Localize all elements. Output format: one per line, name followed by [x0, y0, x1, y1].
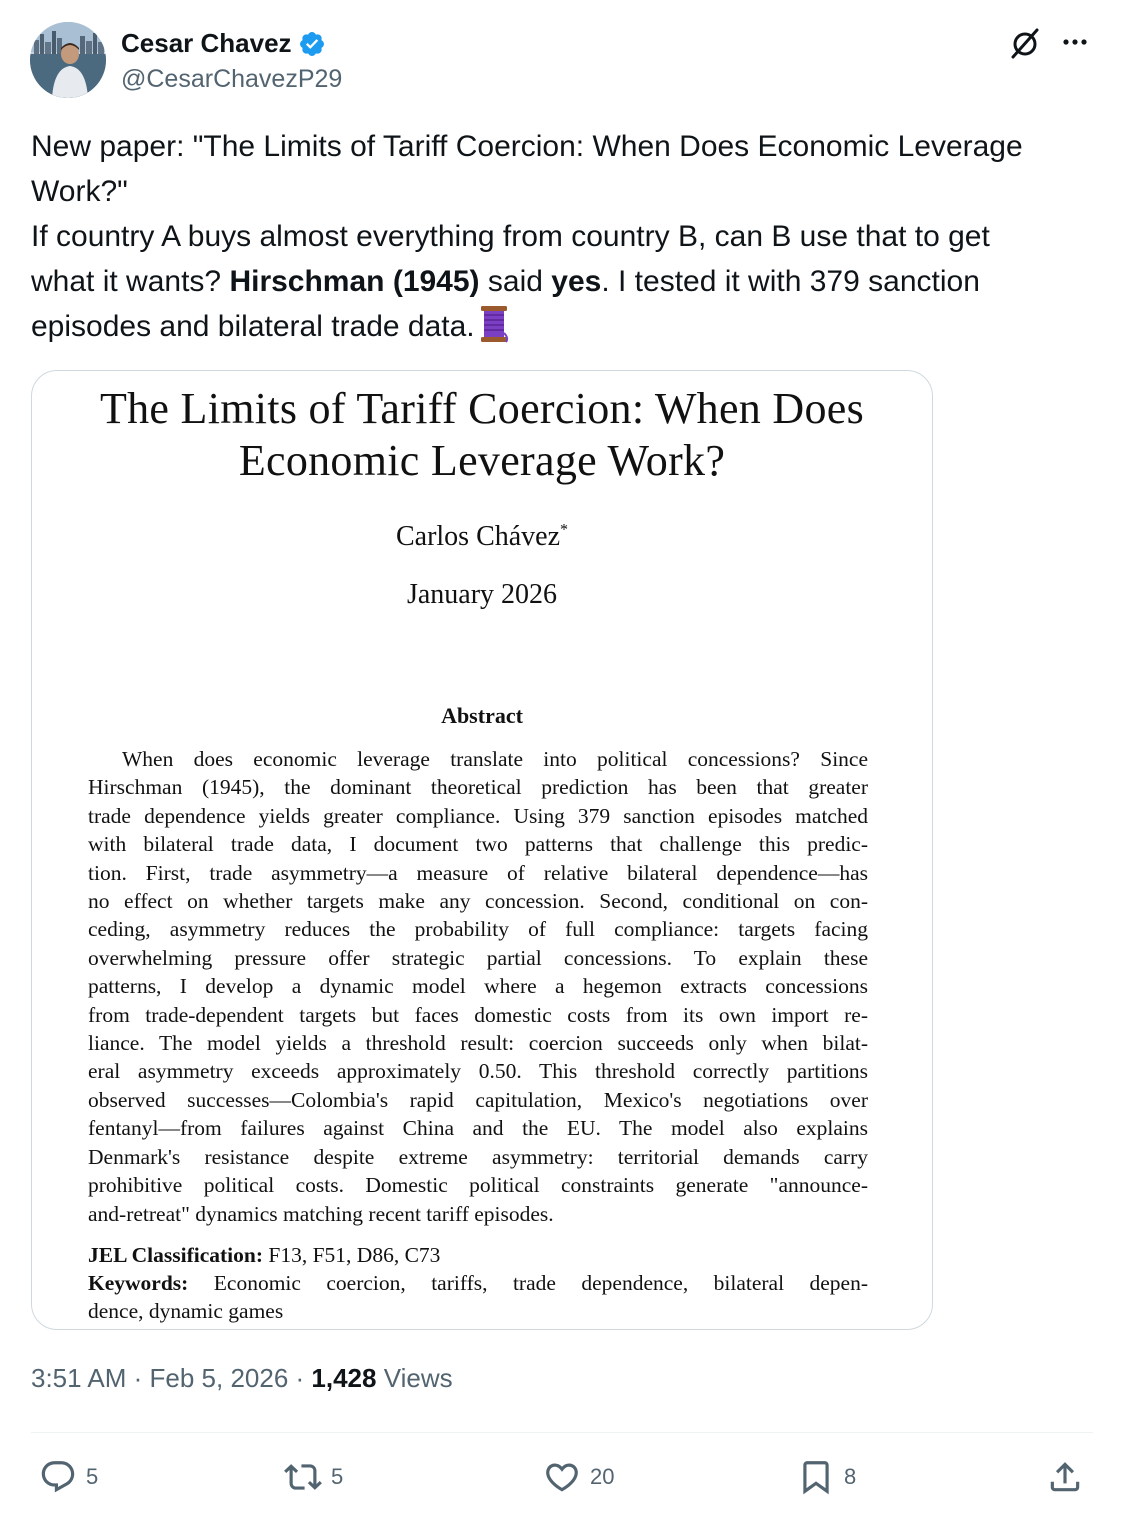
keywords-line: dence, dynamic games: [88, 1299, 284, 1324]
paper-title-line: The Limits of Tariff Coercion: When Does: [99, 384, 865, 433]
author-display-name[interactable]: Cesar Chavez: [121, 28, 292, 58]
abstract-line: Denmark's resistance despite extreme asymmetry: territorial demands carry: [88, 1144, 868, 1169]
keywords-line: [88, 1269, 868, 1297]
repost-button[interactable]: [284, 1458, 343, 1496]
abstract-line: prohibitive political costs. Domestic political constraints generate "announce-: [88, 1173, 868, 1198]
jel-line: [88, 1241, 868, 1269]
reply-count: 5: [86, 1464, 99, 1489]
avatar[interactable]: [30, 22, 106, 98]
tweet-segment: said: [479, 265, 552, 298]
tweet-time[interactable]: 3:51 AM: [31, 1363, 127, 1393]
separator-dot: ·: [126, 1363, 150, 1393]
abstract-line: from trade-dependent targets but faces domestic costs from its own import re-: [88, 1002, 868, 1027]
jel-classification: [88, 1241, 868, 1269]
jel-label: JEL Classification:: [88, 1243, 264, 1267]
keywords-label: Keywords:: [88, 1271, 189, 1295]
avatar-photo: [30, 22, 106, 98]
share-button[interactable]: [1046, 1458, 1084, 1496]
tweet-line: [31, 259, 1101, 304]
verified-badge-icon: [298, 30, 326, 58]
abstract-line: eral asymmetry exceeds approximately 0.50. This threshold correctly partitions: [88, 1059, 868, 1084]
tweet-line: [31, 304, 1101, 349]
tweet-text: [31, 124, 1101, 349]
reply-button[interactable]: [39, 1458, 98, 1496]
spool-of-thread-icon: [479, 305, 509, 343]
tweet-bold-citation: Hirschman (1945): [229, 265, 480, 298]
divider: [31, 1432, 1093, 1433]
abstract-body: [88, 745, 868, 1228]
paper-date: January 2026: [406, 579, 558, 610]
bookmark-button[interactable]: [797, 1458, 856, 1496]
abstract-line: tion. First, trade asymmetry—a measure of relative bilateral dependence—has: [88, 860, 868, 885]
author-handle[interactable]: @CesarChavezP29: [121, 65, 343, 93]
reply-icon: [39, 1458, 77, 1496]
tweet-line: New paper: "The Limits of Tariff Coercion: When Does Economic Leverage: [31, 130, 1023, 163]
abstract-line: with bilateral trade data, I document two patterns that challenge this predic-: [88, 832, 868, 857]
tweet-line: Work?": [31, 175, 128, 208]
paper-author-name: Carlos Chávez: [395, 521, 561, 552]
tweet-bold-yes: yes: [551, 265, 602, 298]
attached-image-paper[interactable]: [31, 370, 933, 1330]
abstract-line: fentanyl—from failures against China and the EU. The model also explains: [88, 1116, 868, 1141]
abstract-line: and-retreat" dynamics matching recent tariff episodes.: [88, 1201, 554, 1226]
keywords-value: Economic coercion, tariffs, trade dependence, bilateral depen-: [188, 1271, 868, 1295]
tweet-date[interactable]: Feb 5, 2026: [149, 1363, 289, 1393]
abstract-heading: Abstract: [441, 703, 523, 728]
author-name-row[interactable]: [121, 28, 326, 59]
abstract-line: overwhelming pressure offer strategic partial concessions. To explain these: [88, 945, 868, 970]
abstract-line: liance. The model yields a threshold result: coercion succeeds only when bilat-: [88, 1031, 868, 1056]
bookmark-count: 8: [844, 1464, 857, 1489]
tweet-segment: what it wants?: [31, 265, 230, 298]
abstract-line: patterns, I develop a dynamic model where a hegemon extracts concessions: [88, 974, 868, 999]
abstract-line: When does economic leverage translate into political concessions? Since: [122, 747, 868, 771]
views-count: 1,428: [311, 1363, 377, 1393]
abstract-line: observed successes—Colombia's rapid capitulation, Mexico's negotiations over: [88, 1087, 868, 1112]
paper-title-line: Economic Leverage Work?: [238, 436, 726, 485]
like-button[interactable]: [543, 1458, 614, 1496]
tweet-timestamp-row: [31, 1363, 453, 1394]
tweet-line: If country A buys almost everything from country B, can B use that to get: [31, 220, 990, 253]
repost-icon: [284, 1458, 322, 1496]
jel-value: F13, F51, D86, C73: [263, 1243, 441, 1267]
paper-title: [32, 383, 932, 487]
heart-icon: [543, 1458, 581, 1496]
abstract-line: trade dependence yields greater compliance. Using 379 sanction episodes matched: [88, 803, 868, 828]
keywords: [88, 1269, 868, 1326]
share-icon: [1046, 1458, 1084, 1496]
abstract-line: Hirschman (1945), the dominant theoretical prediction has been that greater: [88, 775, 868, 800]
paper-author: [32, 521, 932, 553]
tweet-segment: episodes and bilateral trade data.: [31, 310, 475, 343]
more-icon[interactable]: [1058, 28, 1092, 56]
tweet-segment: . I tested it with 379 sanction: [601, 265, 980, 298]
bookmark-icon: [797, 1458, 835, 1496]
like-count: 20: [590, 1464, 615, 1489]
abstract-line: ceding, asymmetry reduces the probability of full compliance: targets facing: [88, 917, 868, 942]
abstract-line: no effect on whether targets make any concession. Second, conditional on con-: [88, 889, 868, 914]
paper-author-footnote-mark: *: [560, 521, 569, 539]
views-label: Views: [376, 1363, 453, 1393]
separator-dot: ·: [288, 1363, 312, 1393]
repost-count: 5: [331, 1464, 344, 1489]
grok-icon[interactable]: [1008, 26, 1042, 60]
